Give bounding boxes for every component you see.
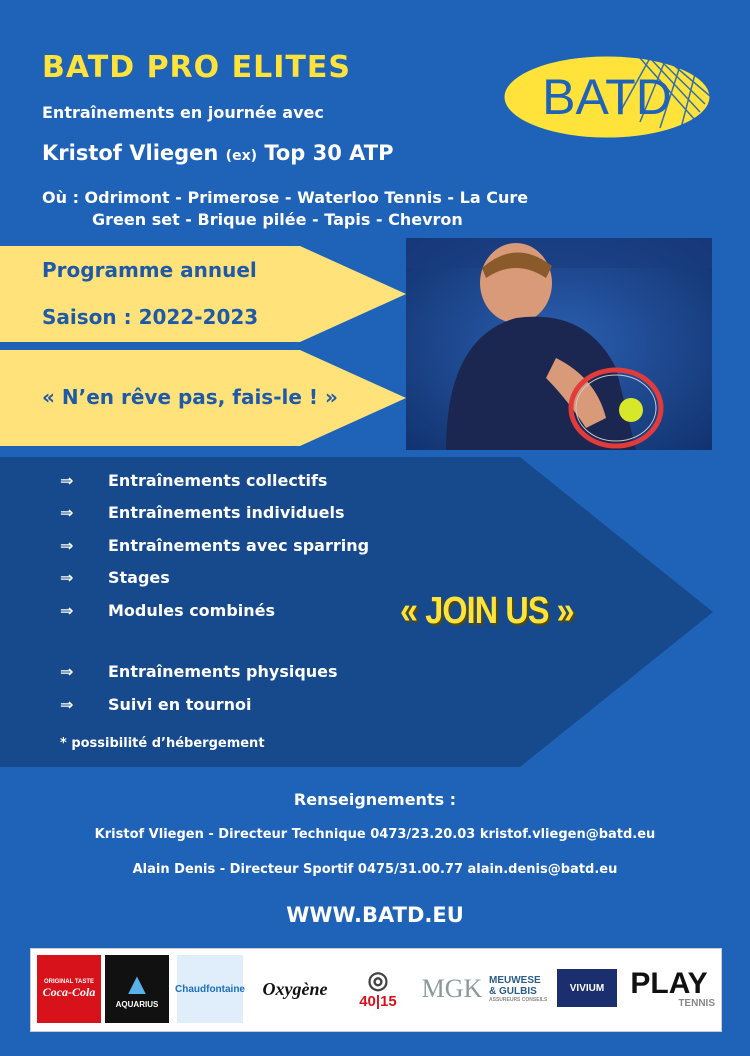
where-label: Où :: [42, 188, 79, 207]
arrow-icon: ⇒: [60, 470, 74, 490]
page-title: BATD PRO ELITES: [42, 50, 351, 85]
batd-logo: [500, 52, 715, 142]
list-item: ⇒ Entraînements individuels: [60, 503, 345, 523]
coach-rank: Top 30 ATP: [264, 141, 394, 165]
website-link[interactable]: WWW.BATD.EU: [286, 903, 464, 927]
list-item: ⇒ Suivi en tournoi: [60, 694, 252, 714]
arrow-icon: ⇒: [60, 535, 74, 555]
mgk-logo: MGK: [421, 974, 483, 1003]
locations: [42, 187, 528, 231]
list-item: ⇒ Entraînements avec sparring: [60, 535, 370, 555]
coach-ex: (ex): [225, 148, 257, 164]
coach-line: [42, 141, 394, 165]
coach-name: Kristof Vliegen: [42, 141, 219, 165]
season-label: Saison : 2022-2023: [42, 305, 259, 329]
fortyfifteen-logo: ◎ 40|15: [359, 966, 397, 1010]
where-line2: Green set - Brique pilée - Tapis - Chevron: [92, 210, 463, 229]
oxygene-logo: Oxygène: [262, 978, 328, 999]
contact-line-2: Alain Denis - Directeur Sportif 0475/31.00.77 alain.denis@batd.eu: [132, 862, 618, 877]
arrow-icon: ⇒: [60, 503, 74, 523]
logo-text: BATD: [542, 69, 672, 125]
subtitle: Entraînements en journée avec: [42, 103, 324, 122]
contact-line-1: Kristof Vliegen - Directeur Technique 0473/23.20.03 kristof.vliegen@batd.eu: [94, 827, 656, 842]
racket-icon: ◎: [367, 966, 389, 994]
programme-label: Programme annuel: [42, 258, 257, 282]
list-item: ⇒ Stages: [60, 568, 170, 588]
offers-list: [60, 464, 369, 721]
aquarius-icon: ▲: [122, 967, 152, 1001]
arrow-icon: ⇒: [60, 662, 74, 682]
list-item: ⇒ Modules combinés: [60, 600, 276, 620]
sponsor-bar: [30, 948, 722, 1032]
list-item: ⇒ Entraînements collectifs: [60, 470, 328, 490]
player-photo: [406, 238, 712, 450]
arrow-icon: ⇒: [60, 600, 74, 620]
vivium-logo: VIVIUM: [557, 969, 617, 1007]
lodging-note: * possibilité d’hébergement: [60, 736, 265, 751]
aquarius-logo: ▲ AQUARIUS: [105, 955, 169, 1023]
where-line1: Odrimont - Primerose - Waterloo Tennis - La Cure: [84, 188, 529, 207]
arrow-icon: ⇒: [60, 568, 74, 588]
contact-heading: Renseignements :: [293, 790, 457, 809]
coca-cola-logo: ORIGINAL TASTE Coca-Cola: [37, 955, 101, 1023]
meuwese-gulbis-logo: MEUWESE & GULBIS ASSUREURS CONSEILS: [489, 975, 548, 1003]
list-item: ⇒ Entraînements physiques: [60, 662, 338, 682]
motto: « N’en rêve pas, fais-le ! »: [42, 385, 338, 409]
chaudfontaine-logo: Chaudfontaine: [177, 955, 243, 1023]
join-us-text: « JOIN US »: [400, 590, 574, 632]
play-tennis-logo: PLAY TENNIS: [630, 966, 715, 1009]
arrow-icon: ⇒: [60, 694, 74, 714]
